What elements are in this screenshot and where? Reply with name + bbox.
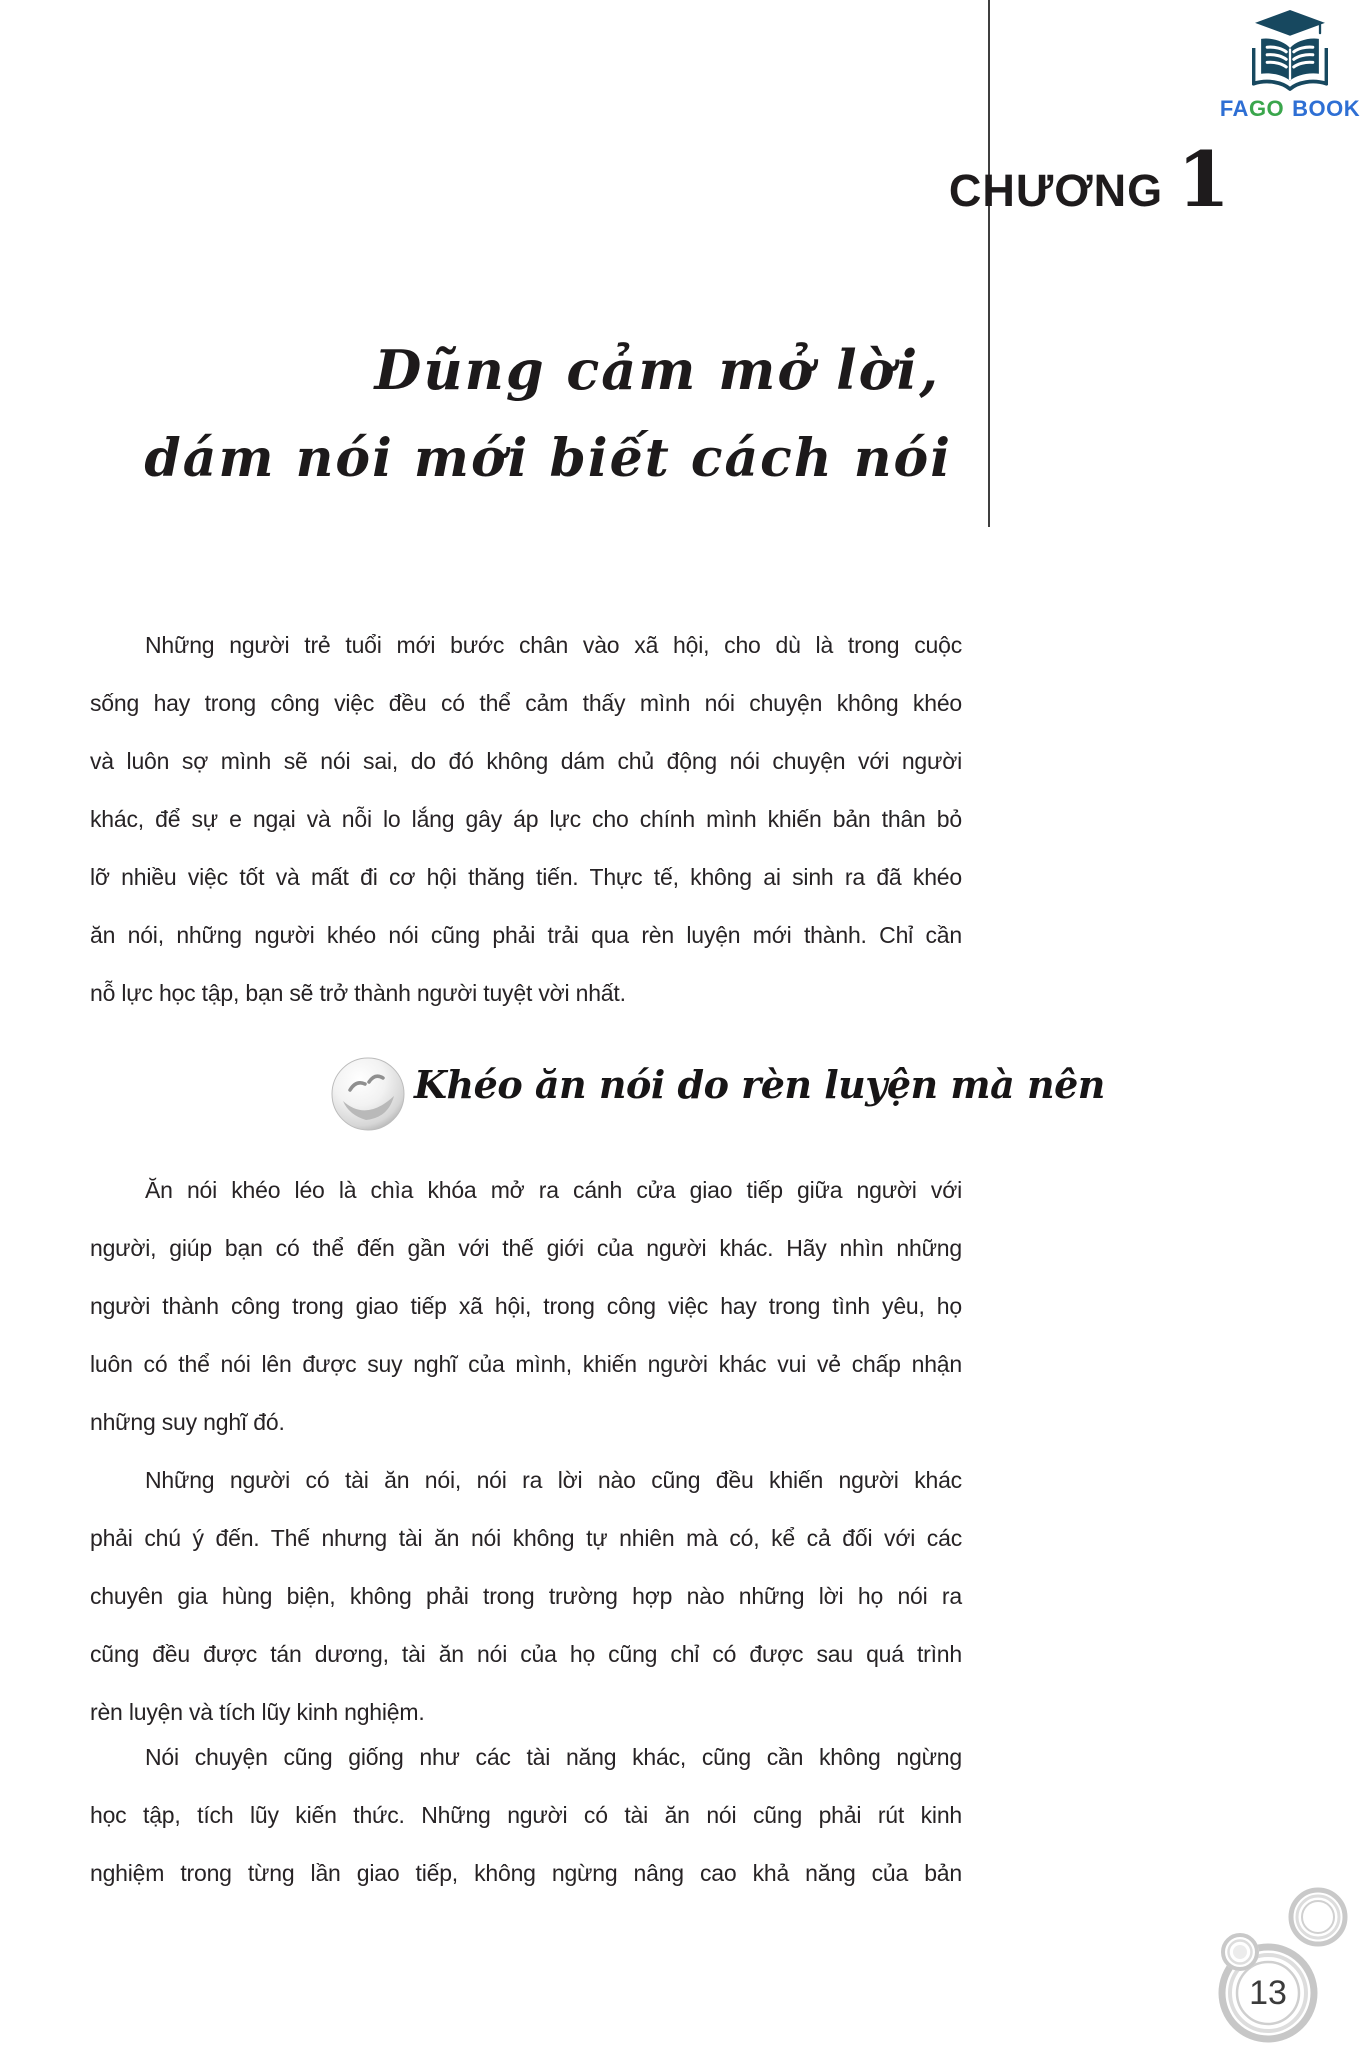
laughing-sphere-icon [330, 1056, 406, 1132]
graduation-cap-book-icon [1252, 8, 1328, 94]
paragraph [90, 616, 962, 1022]
text-line: những suy nghĩ đó. [90, 1409, 285, 1435]
text-line: học tập, tích lũy kiến thức. Những người có tài ăn nói cũng phải rút kinh [90, 1802, 962, 1828]
section-heading: Khéo ăn nói do rèn luyện mà nên [414, 1062, 1105, 1107]
text-line: sống hay trong công việc đều có thể cảm thấy mình nói chuyện không khéo [90, 690, 962, 716]
text-line: rèn luyện và tích lũy kinh nghiệm. [90, 1699, 425, 1725]
brand-name-go: GO [1248, 96, 1285, 121]
text-line: Những người trẻ tuổi mới bước chân vào xã hội, cho dù là trong cuộc [145, 632, 962, 658]
text-line: luôn có thể nói lên được suy nghĩ của mình, khiến người khác vui vẻ chấp nhận [90, 1351, 962, 1377]
brand-name-fa: FA [1219, 96, 1249, 121]
chapter-label: CHƯƠNG [948, 165, 1164, 216]
page-number: 13 [1249, 1974, 1287, 2012]
text-line: ăn nói, những người khéo nói cũng phải trải qua rèn luyện mới thành. Chỉ cần [90, 922, 962, 948]
brand-name-book: BOOK [1292, 96, 1361, 121]
chapter-title-line-2: dám nói mới biết cách nói [144, 428, 952, 489]
text-line: khác, để sự e ngại và nỗi lo lắng gây áp lực cho chính mình khiến bản thân bỏ [90, 806, 962, 832]
paragraph [90, 1451, 962, 1741]
text-line: phải chú ý đến. Thế nhưng tài ăn nói không tự nhiên mà có, kể cả đối với các [90, 1525, 962, 1551]
chapter-number: 1 [1177, 135, 1230, 224]
text-line: cũng đều được tán dương, tài ăn nói của họ cũng chỉ có được sau quá trình [90, 1641, 962, 1667]
text-line: Những người có tài ăn nói, nói ra lời nào cũng đều khiến người khác [145, 1467, 962, 1493]
chapter-heading [948, 135, 1230, 224]
text-line: lỡ nhiều việc tốt và mất đi cơ hội thăng tiến. Thực tế, không ai sinh ra đã khéo [90, 864, 962, 890]
chapter-title-line-1: Dũng cảm mở lời, [374, 338, 940, 402]
text-line: người, giúp bạn có thể đến gần với thế giới của người khác. Hãy nhìn những [90, 1235, 962, 1261]
vertical-rule [988, 0, 990, 527]
text-line: người thành công trong giao tiếp xã hội, trong công việc hay trong tình yêu, họ [90, 1293, 962, 1319]
paragraph [90, 1728, 962, 1902]
text-line: chuyên gia hùng biện, không phải trong trường hợp nào những lời họ nói ra [90, 1583, 962, 1609]
paragraph [90, 1161, 962, 1451]
text-line: Nói chuyện cũng giống như các tài năng khác, cũng cần không ngừng [145, 1744, 962, 1770]
brand-logo [1218, 8, 1361, 122]
circles-decoration-icon [1140, 1870, 1361, 2048]
text-line: nghiệm trong từng lần giao tiếp, không ngừng nâng cao khả năng của bản [90, 1860, 962, 1886]
text-line: và luôn sợ mình sẽ nói sai, do đó không dám chủ động nói chuyện với người [90, 748, 962, 774]
brand-name [1218, 96, 1361, 122]
text-line: nỗ lực học tập, bạn sẽ trở thành người tuyệt vời nhất. [90, 980, 626, 1006]
text-line: Ăn nói khéo léo là chìa khóa mở ra cánh cửa giao tiếp giữa người với [145, 1177, 962, 1203]
